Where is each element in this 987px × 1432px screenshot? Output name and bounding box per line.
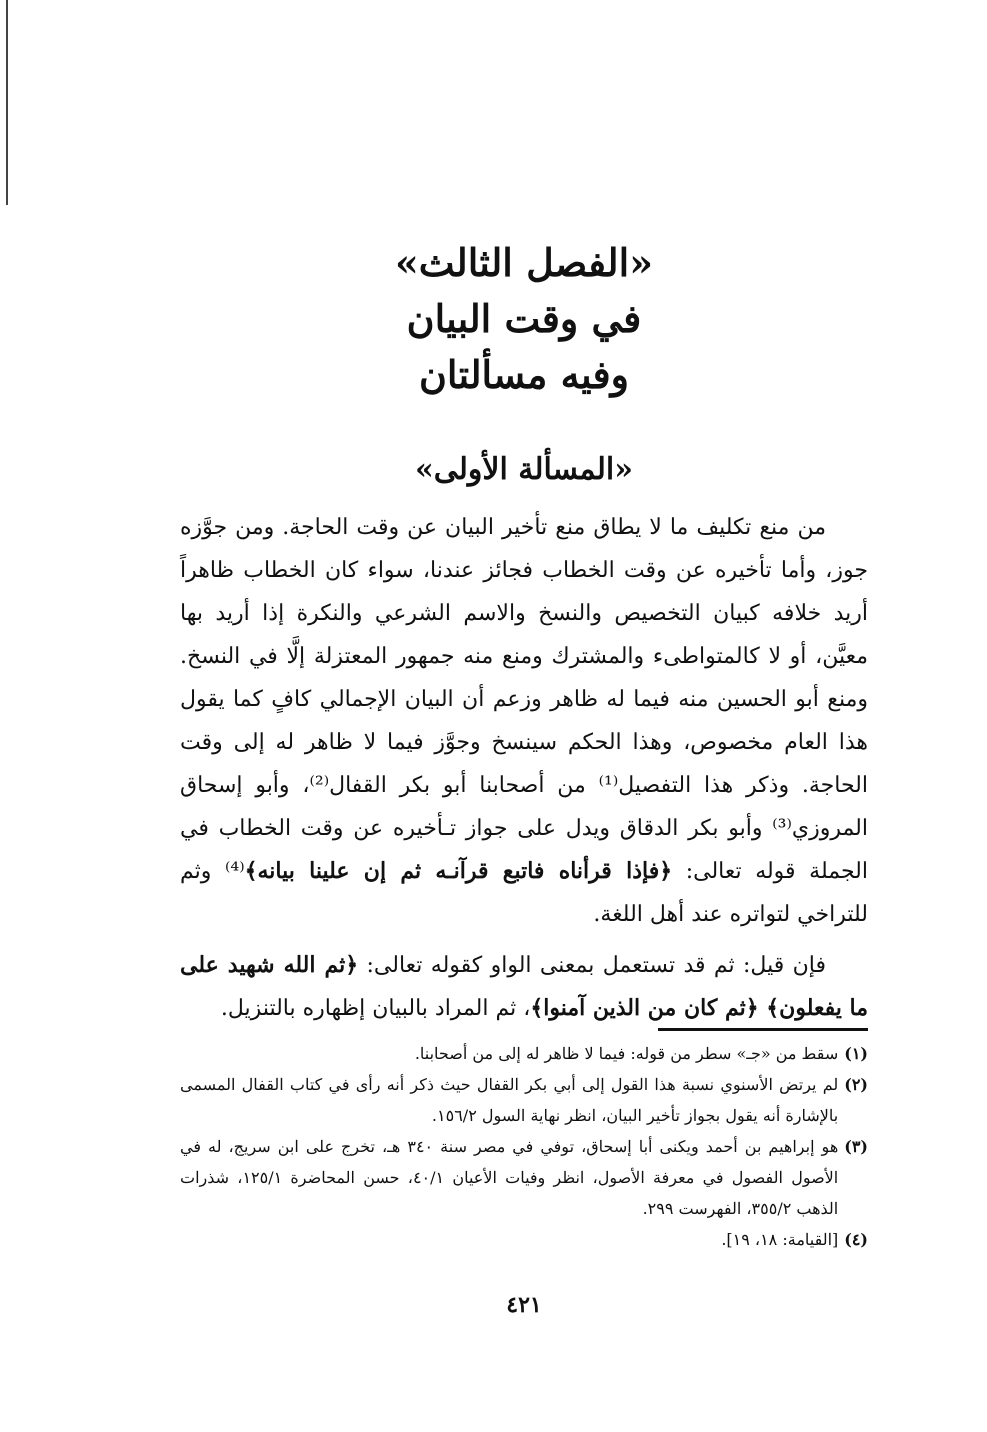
paragraph-1-end: ⁽⁴⁾ وثم للتراخي لتواتره عند أهل اللغة. [180,859,868,927]
footnote-text: لم يرتض الأسنوي نسبة هذا القول إلى أبي بكر القفال حيث ذكر أنه رأى في كتاب القفال المسمى بالإشارة أنه يقول بجواز تأخير البيان، انظر نهاية السول ١٥٦/٢. [180,1075,839,1125]
page-number: ٤٢١ [506,1292,542,1318]
footnote-number: (٢) [844,1075,868,1094]
paragraph-2 [180,944,868,1030]
chapter-title: «الفصل الثالث» [395,240,653,285]
footnote-text: سقط من «جـ» سطر من قوله: فيما لا ظاهر له إلى من أصحابنا. [414,1044,839,1063]
quran-verse: ﴿فإذا قرأناه فاتبع قرآنـه ثم إن علينا بيانه﴾ [244,858,673,884]
paragraph-2-end: ، ثم المراد بالبيان إظهاره بالتنزيل. [220,996,531,1021]
quran-verse: ﴿ثم الله شهيد على ما يفعلون﴾ ﴿ثم كان من الذين آمنوا﴾ [180,952,868,1021]
footnote-number: (٤) [844,1230,868,1249]
footnote-number: (٣) [844,1137,868,1156]
document-page [180,0,868,1432]
footnote-1 [180,1038,868,1069]
issue-title: «المسألة الأولى» [415,452,633,487]
chapter-issue-count: وفيه مسألتان [419,352,629,397]
chapter-subtitle: في وقت البيان [406,296,642,341]
paragraph-1-text: من منع تكليف ما لا يطاق منع تأخير البيان عن وقت الحاجة. ومن جوَّزه جوز، وأما تأخيره عن وقت الخطاب فجائز عندنا، سواء كان الخطاب ظاهراً أريد خلافه كبيان التخصيص والنسخ والاسم الشرعي والنكرة إذا أريد بها معيَّن، أو لا كالمتواطىء والمشترك ومنع منه جمهور المعتزلة إلَّا في النسخ. ومنع أبو الحسين منه فيما له ظاهر وزعم أن البيان الإجمالي كافٍ كما يقول هذا العام مخصوص، وهذا الحكم سينسخ وجوَّز فيما لا ظاهر له إلى وقت الحاجة. وذكر هذا التفصيل⁽¹⁾ من أصحابنا أبو بكر القفال⁽²⁾، وأبو إسحاق المروزي⁽³⁾ وأبو بكر الدقاق ويدل على جواز تـأخيره عن وقت الخطاب في الجملة قوله تعالى: [180,515,868,884]
page-edge-line [6,0,8,205]
footnote-2 [180,1069,868,1131]
footnote-text: هو إبراهيم بن أحمد ويكنى أبا إسحاق، توفي في مصر سنة ٣٤٠ هـ، تخرج على ابن سريج، له في الأصول الفصول في معرفة الأصول، انظر وفيات الأعيان ٤٠/١، حسن المحاضرة ١٢٥/١، شذرات الذهب ٣٥٥/٢، الفهرست ٢٩٩. [180,1137,839,1218]
footnote-4 [180,1224,868,1255]
footnote-separator [658,1028,868,1031]
footnote-text: [القيامة: ١٨، ١٩]. [721,1230,839,1249]
body-text [180,506,868,1030]
paragraph-2-text: فإن قيل: ثم قد تستعمل بمعنى الواو كقوله تعالى: [358,953,826,978]
footnote-number: (١) [844,1044,868,1063]
paragraph-1 [180,506,868,936]
footnotes [180,1038,868,1255]
footnote-3 [180,1131,868,1224]
chapter-heading [180,235,868,403]
